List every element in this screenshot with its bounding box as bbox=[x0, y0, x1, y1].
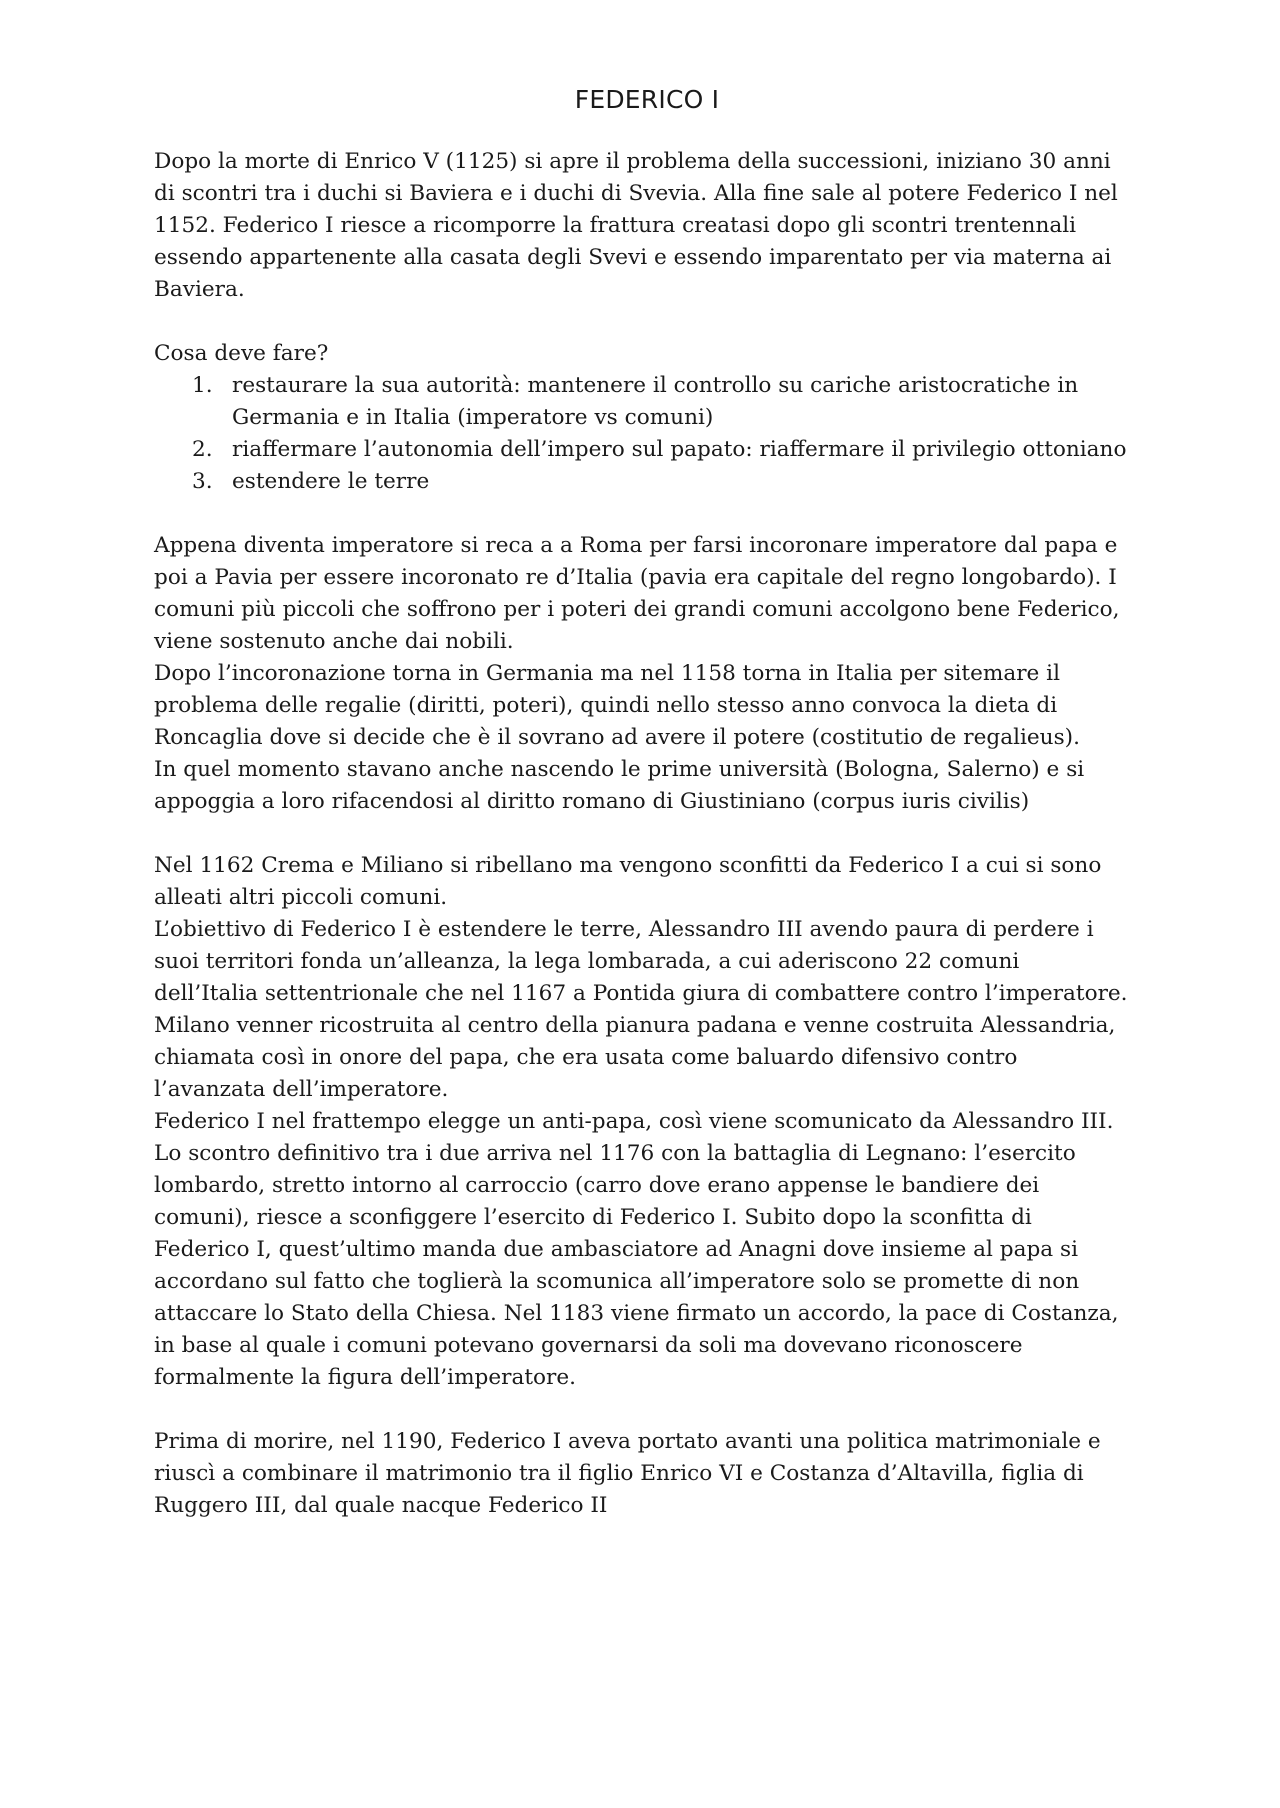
paragraph-coronation: Appena diventa imperatore si reca a a Roma per farsi incoronare imperatore dal papa e poi a Pavia per essere incoronato re d’Italia (pavia era capitale del regno longobardo). I comuni più piccoli che soffrono per i poteri dei grandi comuni accolgono bene Federico, viene sostenuto anche dai nobili. bbox=[154, 533, 1120, 654]
paragraph-gap bbox=[154, 1394, 1130, 1426]
paragraph-gap bbox=[154, 818, 1130, 850]
list-item bbox=[154, 370, 1130, 434]
document-title: FEDERICO I bbox=[574, 85, 720, 114]
list-item-number: 2. bbox=[192, 437, 213, 462]
paragraph-question: Cosa deve fare? bbox=[154, 341, 329, 366]
list-item-text: riaffermare l’autonomia dell’impero sul papato: riaffermare il privilegio ottoniano bbox=[232, 437, 1127, 462]
task-list bbox=[154, 370, 1130, 498]
paragraph-death: Prima di morire, nel 1190, Federico I aveva portato avanti una politica matrimoniale e riuscì a combinare il matrimonio tra il figlio Enrico VI e Costanza d’Altavilla, figlia di Ruggero III, dal quale nacque Federico II bbox=[154, 1429, 1101, 1518]
paragraph-roncaglia: Dopo l’incoronazione torna in Germania ma nel 1158 torna in Italia per sitemare il problema delle regalie (diritti, poteri), quindi nello stesso anno convoca la dieta di Roncaglia dove si decide che è il sovrano ad avere il potere (costitutio de regalieus). bbox=[154, 661, 1080, 750]
list-item-text: restaurare la sua autorità: mantenere il controllo su cariche aristocratiche in Germania e in Italia (imperatore vs comuni) bbox=[232, 373, 1079, 430]
paragraph-legnano: Lo scontro definitivo tra i due arriva nel 1176 con la battaglia di Legnano: l’esercito lombardo, stretto intorno al carroccio (carro dove erano appense le bandiere dei comuni), riesce a sconfiggere l’esercito di Federico I. Subito dopo la sconfitta di Federico I, quest’ultimo manda due ambasciatore ad Anagni dove insieme al papa si accordano sul fatto che toglierà la scomunica all’imperatore solo se promette di non attaccare lo Stato della Chiesa. Nel 1183 viene firmato un accordo, la pace di Costanza, in base al quale i comuni potevano governarsi da soli ma dovevano riconoscere formalmente la figura dell’imperatore. bbox=[154, 1141, 1119, 1390]
paragraph-antipapa: Federico I nel frattempo elegge un anti-papa, così viene scomunicato da Alessandro III. bbox=[154, 1109, 1114, 1134]
paragraph-lega: L’obiettivo di Federico I è estendere le terre, Alessandro III avendo paura di perdere i suoi territori fonda un’alleanza, la lega lombarada, a cui aderiscono 22 comuni dell’Italia settentrionale che nel 1167 a Pontida giura di combattere contro l’imperatore. Milano venner ricostruita al centro della pianura padana e venne costruita Alessandria, chiamata così in onore del papa, che era usata come baluardo difensivo contro l’avanzata dell’imperatore. bbox=[154, 917, 1128, 1102]
list-item bbox=[154, 466, 1130, 498]
paragraph-crema: Nel 1162 Crema e Miliano si ribellano ma vengono sconfitti da Federico I a cui si sono alleati altri piccoli comuni. bbox=[154, 853, 1102, 910]
list-item-number: 1. bbox=[192, 373, 213, 398]
paragraph-universities: In quel momento stavano anche nascendo le prime università (Bologna, Salerno) e si appoggia a loro rifacendosi al diritto romano di Giustiniano (corpus iuris civilis) bbox=[154, 757, 1085, 814]
paragraph-intro: Dopo la morte di Enrico V (1125) si apre il problema della successioni, iniziano 30 anni di scontri tra i duchi si Baviera e i duchi di Svevia. Alla fine sale al potere Federico I nel 1152. Federico I riesce a ricomporre la frattura creatasi dopo gli scontri trentennali essendo appartenente alla casata degli Svevi e essendo imparentato per via materna ai Baviera. bbox=[154, 149, 1118, 302]
paragraph-gap bbox=[154, 306, 1130, 338]
paragraph-gap bbox=[154, 498, 1130, 530]
list-item-text: estendere le terre bbox=[232, 469, 430, 494]
list-item-number: 3. bbox=[192, 469, 213, 494]
list-item bbox=[154, 434, 1130, 466]
